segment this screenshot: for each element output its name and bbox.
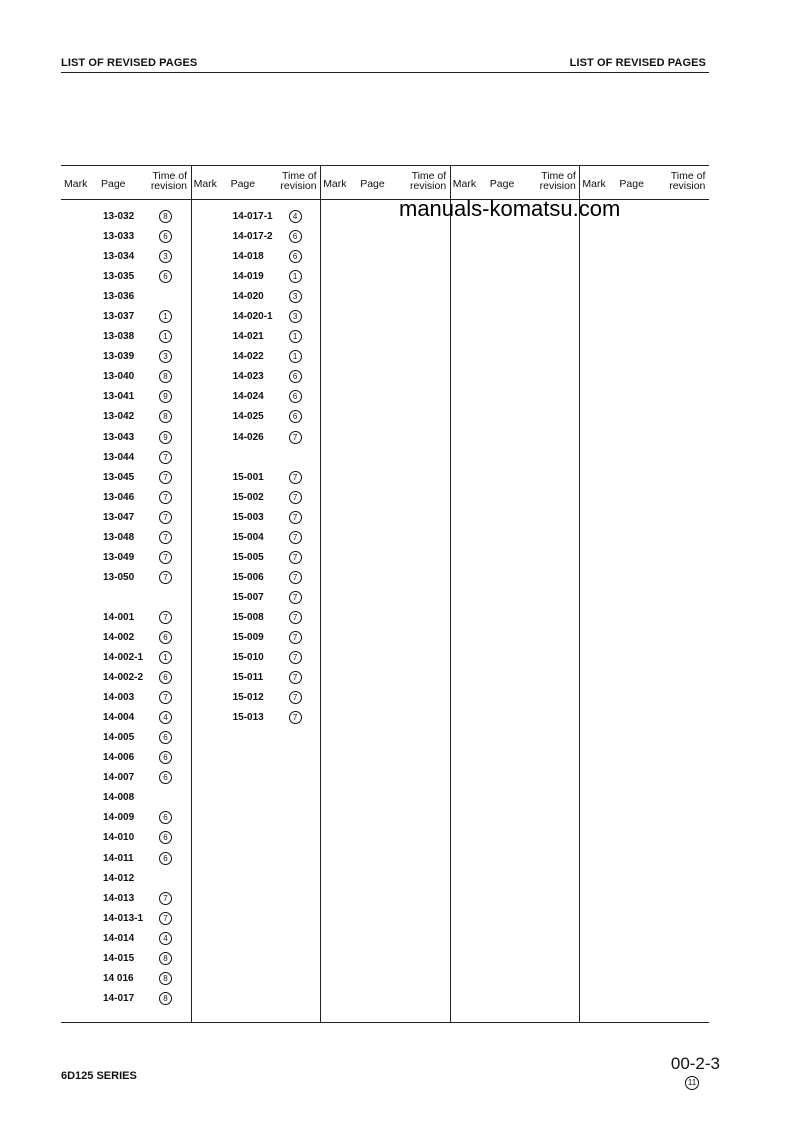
page-number: 15-006 xyxy=(232,571,264,583)
table-row xyxy=(61,209,190,229)
mark-header: Mark xyxy=(193,178,217,190)
column-header xyxy=(320,165,449,199)
revision-mark: 1 xyxy=(159,651,172,664)
table-row xyxy=(61,309,190,329)
column-divider xyxy=(579,165,580,1022)
page-number: 13-037 xyxy=(103,311,135,323)
revision-mark: 1 xyxy=(159,330,172,343)
revision-mark: 6 xyxy=(159,751,172,764)
page-number: 15-007 xyxy=(232,591,264,603)
page-number: 14-023 xyxy=(232,371,264,383)
table-row xyxy=(61,891,190,911)
page-number: 13-033 xyxy=(103,231,135,243)
revision-mark: 7 xyxy=(159,511,172,524)
page-number: 14-005 xyxy=(103,732,135,744)
column-rows xyxy=(61,209,190,1011)
revision-mark: 6 xyxy=(159,270,172,283)
revision-mark: 7 xyxy=(289,631,302,644)
table-row xyxy=(61,630,190,650)
page-number: 14-017 xyxy=(103,992,135,1004)
revision-mark: 3 xyxy=(289,290,302,303)
table-row xyxy=(191,309,320,329)
time-header-line1: Time of xyxy=(411,170,447,182)
page-number: 13-032 xyxy=(103,211,135,222)
revision-mark: 7 xyxy=(159,471,172,484)
page-number: 15-012 xyxy=(232,692,264,704)
revision-mark: 9 xyxy=(159,390,172,403)
revision-mark: 6 xyxy=(159,831,172,844)
page-number: 14-017-1 xyxy=(232,211,273,222)
revision-mark: 8 xyxy=(159,370,172,383)
page-number: 14-024 xyxy=(232,391,264,403)
revision-mark: 1 xyxy=(289,270,302,283)
revision-mark: 6 xyxy=(159,852,172,865)
time-header-line2: revision xyxy=(669,180,706,192)
table-row xyxy=(61,851,190,871)
page-number: 14-017-2 xyxy=(232,231,273,243)
table-row xyxy=(61,550,190,570)
page-number: 15-011 xyxy=(232,672,264,684)
table-row xyxy=(61,289,190,309)
column-header xyxy=(579,165,708,199)
revised-pages-table xyxy=(61,165,709,1025)
table-row xyxy=(191,349,320,369)
page-header: Page xyxy=(360,178,385,190)
table-row xyxy=(191,590,320,610)
revision-mark: 1 xyxy=(159,310,172,323)
table-row xyxy=(61,991,190,1011)
revision-mark: 7 xyxy=(289,511,302,524)
table-row xyxy=(191,490,320,510)
revision-mark: 1 xyxy=(289,350,302,363)
column-header xyxy=(61,165,190,199)
time-header-line1: Time of xyxy=(670,170,706,182)
revision-mark: 6 xyxy=(159,731,172,744)
page-number: 14-014 xyxy=(103,932,135,944)
page-number: 15-005 xyxy=(232,551,264,563)
column-divider xyxy=(320,165,321,1022)
time-of-revision-header xyxy=(280,171,316,191)
column-header xyxy=(191,165,320,199)
page-number: 13-050 xyxy=(103,571,135,583)
time-header-line1: Time of xyxy=(152,170,187,182)
table-row xyxy=(61,670,190,690)
table-row xyxy=(61,770,190,790)
table-row xyxy=(61,911,190,931)
table-row xyxy=(61,710,190,730)
time-of-revision-header xyxy=(151,171,187,191)
page-number: 14-002-2 xyxy=(103,672,144,684)
revision-mark: 6 xyxy=(159,811,172,824)
revision-mark: 8 xyxy=(159,210,172,223)
page-number: 14 016 xyxy=(103,972,134,984)
revision-mark: 7 xyxy=(289,471,302,484)
time-of-revision-header xyxy=(410,171,446,191)
table-row xyxy=(61,610,190,630)
page-number: 13-039 xyxy=(103,351,135,363)
revision-mark: 7 xyxy=(159,611,172,624)
page-number: 14-021 xyxy=(232,331,264,343)
revision-mark: 6 xyxy=(289,370,302,383)
revision-mark: 1 xyxy=(289,330,302,343)
revision-mark: 4 xyxy=(159,711,172,724)
revision-mark: 9 xyxy=(159,431,172,444)
table-row xyxy=(61,790,190,810)
revision-mark: 8 xyxy=(159,952,172,965)
table-row xyxy=(61,349,190,369)
revision-mark: 7 xyxy=(289,431,302,444)
time-header-line2: revision xyxy=(410,180,447,192)
table-row xyxy=(191,389,320,409)
table-row xyxy=(61,830,190,850)
revision-mark: 8 xyxy=(159,410,172,423)
time-header-line2: revision xyxy=(539,180,576,192)
revision-mark: 7 xyxy=(159,691,172,704)
page-number: 13-048 xyxy=(103,531,135,543)
table-row xyxy=(191,369,320,389)
page-number: 15-008 xyxy=(232,611,264,623)
table-row xyxy=(191,610,320,630)
page-number: 15-010 xyxy=(232,652,264,664)
mark-header: Mark xyxy=(64,178,88,190)
table-row xyxy=(191,470,320,490)
revision-mark: 6 xyxy=(159,671,172,684)
table-row xyxy=(191,690,320,710)
table-row xyxy=(191,289,320,309)
header-title-right: LIST OF REVISED PAGES xyxy=(569,57,706,69)
page-header: Page xyxy=(619,178,644,190)
table-row xyxy=(191,550,320,570)
time-header-line1: Time of xyxy=(281,170,317,182)
page-header: Page xyxy=(101,178,126,190)
table-row xyxy=(61,971,190,991)
table-row xyxy=(191,510,320,530)
mark-header: Mark xyxy=(323,178,347,190)
table-row xyxy=(61,329,190,349)
revision-mark: 6 xyxy=(289,410,302,423)
revision-mark: 7 xyxy=(289,551,302,564)
page-number: 14-003 xyxy=(103,692,135,704)
table-row xyxy=(61,450,190,470)
page-number: 14-010 xyxy=(103,832,135,844)
table-row xyxy=(191,570,320,590)
revision-mark: 8 xyxy=(159,992,172,1005)
revision-mark: 6 xyxy=(289,250,302,263)
page-number: 14-015 xyxy=(103,952,135,964)
table-row xyxy=(61,490,190,510)
revision-mark: 7 xyxy=(159,491,172,504)
page-number: 14-007 xyxy=(103,772,135,784)
table-row xyxy=(61,430,190,450)
page-number: 14-025 xyxy=(232,411,264,423)
page-number: 14-020-1 xyxy=(232,311,273,323)
page-number: 14-001 xyxy=(103,611,135,623)
table-row xyxy=(191,229,320,249)
footer-page-number: 00-2-3 xyxy=(670,1054,720,1073)
revision-mark: 3 xyxy=(289,310,302,323)
page-number: 15-002 xyxy=(232,491,264,503)
page-number: 15-003 xyxy=(232,511,264,523)
table-row xyxy=(61,249,190,269)
page-number: 14-013-1 xyxy=(103,912,144,924)
time-header-line2: revision xyxy=(280,180,317,192)
page-number: 14-018 xyxy=(232,251,264,263)
page-number: 13-044 xyxy=(103,451,135,463)
table-row xyxy=(191,450,320,470)
table-row xyxy=(191,249,320,269)
page-number: 14-022 xyxy=(232,351,264,363)
table-row xyxy=(191,269,320,289)
revision-mark: 7 xyxy=(289,671,302,684)
revision-mark: 7 xyxy=(289,611,302,624)
table-row xyxy=(61,590,190,610)
table-row xyxy=(61,810,190,830)
table-row xyxy=(61,470,190,490)
revision-mark: 7 xyxy=(289,591,302,604)
revision-mark: 3 xyxy=(159,350,172,363)
revision-mark: 3 xyxy=(159,250,172,263)
page-number: 13-041 xyxy=(103,391,135,403)
page-number: 13-035 xyxy=(103,271,135,283)
revision-mark: 7 xyxy=(289,571,302,584)
column-rows xyxy=(191,209,320,730)
page-header: Page xyxy=(489,178,515,190)
revision-mark: 6 xyxy=(289,230,302,243)
revision-mark: 7 xyxy=(289,531,302,544)
table-row xyxy=(61,269,190,289)
page-number: 13-034 xyxy=(103,251,135,263)
table-row xyxy=(191,430,320,450)
page-number: 14-008 xyxy=(103,792,135,804)
revision-mark: 7 xyxy=(289,651,302,664)
page-number: 14-012 xyxy=(103,872,135,884)
page-number: 14-004 xyxy=(103,712,135,724)
table-row xyxy=(61,931,190,951)
revision-mark: 4 xyxy=(289,210,302,223)
page-number: 15-013 xyxy=(232,712,264,724)
page-number: 15-009 xyxy=(232,631,264,643)
table-row xyxy=(61,650,190,670)
page-number: 14-002 xyxy=(103,631,135,643)
revision-mark: 7 xyxy=(159,892,172,905)
page-number: 13-036 xyxy=(103,291,135,303)
page-number: 13-042 xyxy=(103,411,135,423)
header-title-left: LIST OF REVISED PAGES xyxy=(61,57,198,69)
revision-mark: 7 xyxy=(159,912,172,925)
page-number: 13-046 xyxy=(103,491,135,503)
mark-header: Mark xyxy=(582,178,606,190)
table-row xyxy=(61,871,190,891)
page-number: 14-002-1 xyxy=(103,652,144,664)
revision-mark: 6 xyxy=(159,230,172,243)
page-number: 13-047 xyxy=(103,511,135,523)
table-bottom-rule xyxy=(61,1022,709,1023)
table-row xyxy=(191,209,320,229)
revision-mark: 7 xyxy=(289,711,302,724)
column-header xyxy=(450,165,579,199)
revision-mark: 7 xyxy=(159,451,172,464)
table-row xyxy=(61,369,190,389)
page-number: 13-043 xyxy=(103,431,135,443)
page-number: 13-038 xyxy=(103,331,135,343)
page-number: 14-020 xyxy=(232,291,264,303)
time-of-revision-header xyxy=(669,171,705,191)
page-number: 13-049 xyxy=(103,551,135,563)
revision-mark: 7 xyxy=(289,491,302,504)
revision-mark: 4 xyxy=(159,932,172,945)
revision-mark: 6 xyxy=(289,390,302,403)
table-row xyxy=(191,409,320,429)
table-row xyxy=(61,570,190,590)
table-row xyxy=(61,690,190,710)
watermark: manuals-komatsu.com xyxy=(399,196,621,221)
time-header-line2: revision xyxy=(150,180,187,192)
page-number: 15-001 xyxy=(232,471,264,483)
revision-mark: 6 xyxy=(159,771,172,784)
revision-mark: 7 xyxy=(159,551,172,564)
page-number: 14-006 xyxy=(103,752,135,764)
page-number: 14-011 xyxy=(103,852,134,864)
footer-revision-mark: 11 xyxy=(685,1076,699,1090)
page-number: 15-004 xyxy=(232,531,264,543)
header-rule xyxy=(61,72,709,73)
page-number: 14-009 xyxy=(103,812,135,824)
table-row xyxy=(61,229,190,249)
revision-mark: 8 xyxy=(159,972,172,985)
page-number: 14-026 xyxy=(232,431,264,443)
table-row xyxy=(191,530,320,550)
table-row xyxy=(61,409,190,429)
mark-header: Mark xyxy=(452,178,477,190)
column-divider xyxy=(450,165,451,1022)
page-number: 13-040 xyxy=(103,371,135,383)
page-number: 14-013 xyxy=(103,892,135,904)
table-row xyxy=(191,329,320,349)
revision-mark: 7 xyxy=(289,691,302,704)
page-header: Page xyxy=(230,178,256,190)
revision-mark: 7 xyxy=(159,571,172,584)
table-row xyxy=(61,389,190,409)
table-row xyxy=(61,750,190,770)
page-number: 13-045 xyxy=(103,471,135,483)
table-row xyxy=(191,710,320,730)
table-row xyxy=(61,951,190,971)
footer-series: 6D125 SERIES xyxy=(61,1070,137,1082)
table-row xyxy=(61,530,190,550)
table-row xyxy=(191,630,320,650)
revision-mark: 7 xyxy=(159,531,172,544)
page-number: 14-019 xyxy=(232,271,264,283)
time-header-line1: Time of xyxy=(541,170,576,182)
revision-mark: 6 xyxy=(159,631,172,644)
table-row xyxy=(191,650,320,670)
table-row xyxy=(61,730,190,750)
table-row xyxy=(191,670,320,690)
table-row xyxy=(61,510,190,530)
time-of-revision-header xyxy=(540,171,576,191)
